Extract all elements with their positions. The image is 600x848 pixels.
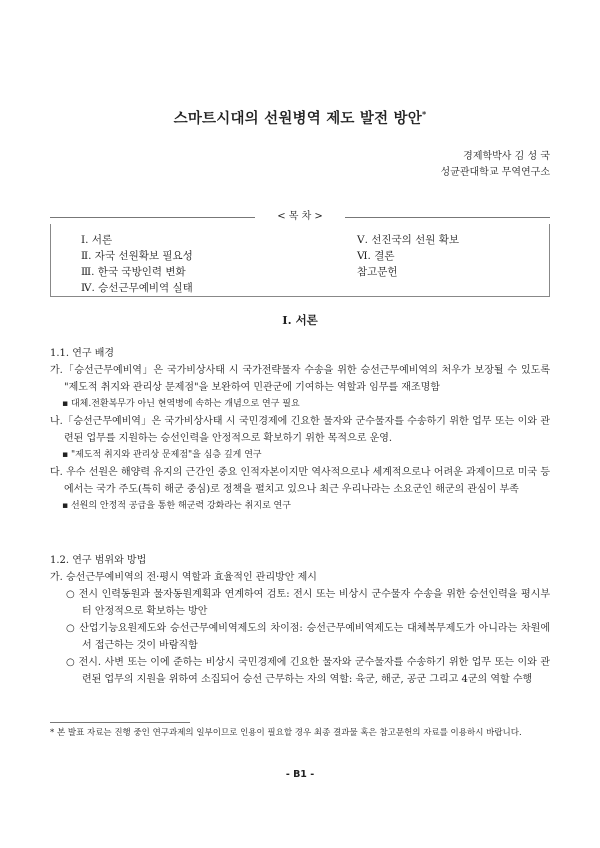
toc-item: Ⅰ. 서론 bbox=[81, 234, 113, 246]
toc-item: Ⅲ. 한국 국방인력 변화 bbox=[81, 266, 186, 278]
footnote-divider bbox=[50, 722, 190, 723]
toc-rule-left bbox=[50, 217, 255, 218]
circle-item: ○ 전시. 사변 또는 이에 준하는 비상시 국민경제에 긴요한 물자와 군수물자를 수송하기 위한 업무 또는 이와 관련된 업무의 지원을 위하여 소집되어 승선 근무하는 자의 역할: 육군, 해군, 공군 그리고 4군의 역할 수행 bbox=[66, 657, 550, 685]
table-of-contents bbox=[50, 224, 550, 297]
toc-item: Ⅳ. 승선근무예비역 실태 bbox=[81, 282, 193, 294]
bullet-note: ▪ 대체.전환복무가 아닌 현역병에 속하는 개념으로 연구 필요 bbox=[62, 399, 300, 409]
toc-item: 참고문헌 bbox=[357, 266, 398, 278]
author-name: 경제학박사 김 성 국 bbox=[463, 151, 550, 162]
toc-rule-right bbox=[345, 217, 550, 218]
section-title: Ⅰ. 서론 bbox=[282, 313, 318, 327]
toc-item: Ⅱ. 자국 선원확보 필요성 bbox=[81, 250, 193, 262]
subsection-scope-method bbox=[50, 552, 550, 688]
subsection-research-background bbox=[50, 345, 550, 515]
author-affiliation: 성균관대학교 무역연구소 bbox=[440, 167, 550, 178]
paper-title bbox=[0, 107, 600, 128]
toc-item: Ⅵ. 결론 bbox=[357, 250, 395, 262]
toc-left-column bbox=[81, 232, 193, 296]
subsection-heading: 1.1. 연구 배경 bbox=[50, 348, 115, 359]
bullet-note: ▪ 선원의 안정적 공급을 통한 해군력 강화라는 취지로 연구 bbox=[62, 501, 291, 511]
paragraph-ga: 가.「승선근무예비역」은 국가비상사태 시 국가전략물자 수송을 위한 승선근무예비역의 처우가 보장될 수 있도록 "제도적 취지와 관리상 문제점"을 보완하여 민관군에 기여하는 역할과 임무를 재조명함 bbox=[50, 365, 550, 393]
toc-item: Ⅴ. 선진국의 선원 확보 bbox=[357, 234, 460, 246]
circle-item: ○ 전시 인력동원과 물자동원계획과 연계하여 검토: 전시 또는 비상시 군수물자 수송을 위한 승선인력을 평시부터 안정적으로 확보하는 방안 bbox=[66, 589, 550, 617]
footnote: * 본 발표 자료는 진행 중인 연구과제의 일부이므로 인용이 필요할 경우 최종 결과물 혹은 참고문헌의 자료를 이용하시 바랍니다. bbox=[50, 728, 522, 738]
paragraph-na: 나.「승선근무예비역」은 국가비상사태 시 국민경제에 긴요한 물자와 군수물자를 수송하기 위한 업무 또는 이와 관련된 업무를 지원하는 승선인력을 안정적으로 확보하기 위한 목적으로 운영. bbox=[50, 416, 550, 444]
paragraph-da: 다. 우수 선원은 해양력 유지의 근간인 중요 인적자본이지만 역사적으로나 세계적으로나 어려운 과제이므로 미국 등에서는 국가 주도(특히 해군 중심)로 정책을 펼치고 있으나 최근 우리나라는 소요군인 해군의 관심이 부족 bbox=[50, 467, 550, 495]
bullet-note: ▪ "제도적 취지와 관리상 문제점"을 심층 깊게 연구 bbox=[62, 450, 262, 460]
toc-header bbox=[50, 210, 550, 224]
toc-right-column bbox=[357, 232, 459, 280]
subsection-heading: 1.2. 연구 범위와 방법 bbox=[50, 555, 147, 566]
toc-caption: < 목 차 > bbox=[277, 211, 323, 222]
paper-title-text: 스마트시대의 선원병역 제도 발전 방안 bbox=[173, 110, 422, 127]
page-number: - B1 - bbox=[285, 769, 315, 780]
circle-item: ○ 산업기능요원제도와 승선근무예비역제도의 차이점: 승선근무예비역제도는 대체복무제도가 아니라는 차원에서 접근하는 것이 바람직함 bbox=[66, 623, 550, 651]
title-footnote-mark: * bbox=[421, 109, 427, 120]
paragraph-ga: 가. 승선근무예비역의 전·평시 역할과 효율적인 관리방안 제시 bbox=[50, 572, 317, 583]
